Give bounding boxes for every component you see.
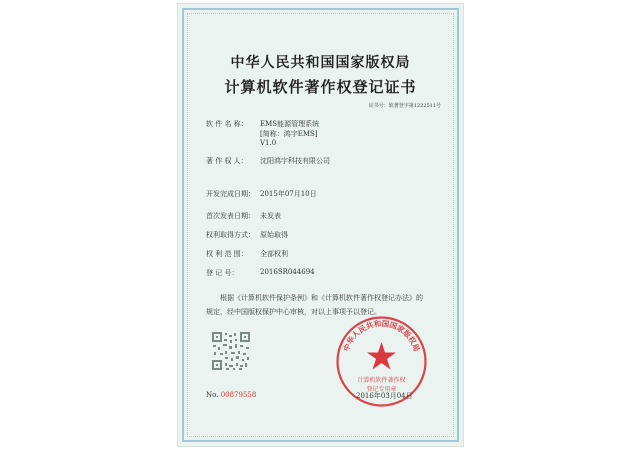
registration-number: 2016SR044694 — [260, 268, 315, 276]
body-paragraph-1: 根据《计算机软件保护条例》和《计算机软件著作权登记办法》的 — [220, 294, 423, 302]
serial-number — [206, 391, 256, 399]
certificate-title: 计算机软件著作权登记证书 — [224, 78, 417, 96]
registration-number-label: 登 记 号： — [206, 269, 239, 277]
issue-date: 2016年03月04日 — [356, 392, 413, 400]
seal-star-icon — [367, 342, 396, 370]
owner-label: 著 作 权 人： — [206, 157, 248, 165]
rights-scope-label: 权 利 范 围： — [206, 250, 248, 258]
dev-date: 2015年07月10日 — [260, 190, 317, 198]
certificate-number: 证书号：软著登字第1222511号 — [368, 103, 441, 109]
acquire-method: 原始取得 — [260, 231, 288, 239]
serial-prefix: No. — [206, 391, 219, 399]
publish-date: 未发表 — [260, 212, 281, 220]
software-name: EMS能源管理系统 — [260, 120, 320, 128]
seal-line-1: 计算机软件著作权 — [357, 377, 406, 384]
acquire-method-label: 权利取得方式： — [206, 231, 255, 239]
body-paragraph-2: 规定，经中国版权保护中心审核，对以上事项予以登记。 — [206, 308, 381, 316]
rights-scope: 全部权利 — [260, 250, 288, 258]
qr-code-icon — [211, 331, 251, 371]
issuer-heading: 中华人民共和国国家版权局 — [230, 55, 411, 71]
software-version: V1.0 — [260, 139, 277, 147]
seal-line-2: 登记专用章 — [366, 386, 397, 393]
certificate — [177, 3, 464, 447]
dev-date-label: 开发完成日期： — [206, 190, 255, 198]
publish-date-label: 首次发表日期： — [206, 212, 255, 220]
seal-ring-text: 中华人民共和国国家版权局 — [341, 319, 422, 353]
software-short-name: [简称：鸿宇EMS] — [260, 130, 318, 138]
serial-digits: 00879558 — [220, 391, 257, 399]
owner-name: 沈阳鸿宇科技有限公司 — [260, 157, 330, 165]
software-name-label: 软 件 名 称： — [206, 120, 248, 128]
